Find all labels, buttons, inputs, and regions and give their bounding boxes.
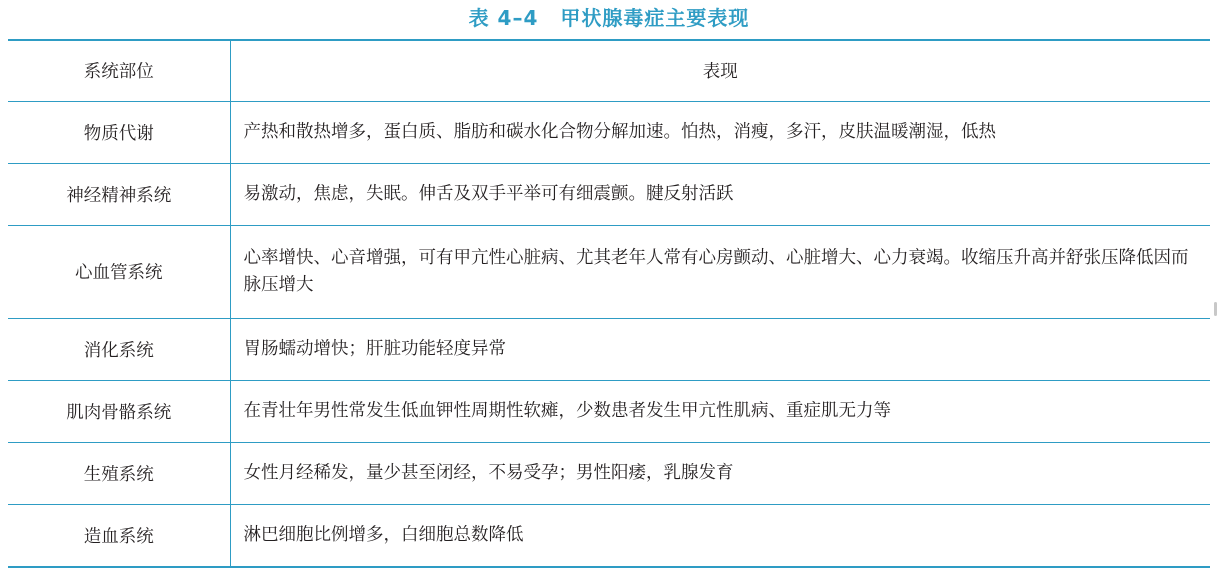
table-number: 表 4–4 bbox=[468, 6, 539, 30]
manifestation-cell: 淋巴细胞比例增多，白细胞总数降低 bbox=[243, 524, 524, 545]
table-row bbox=[8, 318, 1210, 380]
table-row bbox=[8, 225, 1210, 318]
manifestation-cell: 易激动，焦虑，失眠。伸舌及双手平举可有细震颤。腱反射活跃 bbox=[230, 163, 1210, 225]
system-cell: 神经精神系统 bbox=[8, 163, 230, 225]
system-cell: 生殖系统 bbox=[8, 442, 230, 504]
manifestation-cell: 胃肠蠕动增快；肝脏功能轻度异常 bbox=[230, 318, 1210, 380]
system-cell: 造血系统 bbox=[8, 504, 230, 566]
table-row bbox=[8, 442, 1210, 504]
manifestation-cell: 女性月经稀发，量少甚至闭经，不易受孕；男性阳痿，乳腺发育 bbox=[230, 442, 1210, 504]
header-system: 系统部位 bbox=[8, 41, 230, 101]
system-cell: 物质代谢 bbox=[8, 101, 230, 163]
manifestation-cell: 心率增快、心音增强，可有甲亢性心脏病、尤其老年人常有心房颤动、心脏增大、心力衰竭。收缩压升高并舒张压降低因而脉压增大 bbox=[230, 225, 1210, 318]
scrollbar[interactable] bbox=[1212, 0, 1218, 574]
table-row bbox=[8, 504, 1210, 566]
system-cell: 消化系统 bbox=[8, 318, 230, 380]
table-row bbox=[8, 163, 1210, 225]
header-manifestation: 表现 bbox=[230, 41, 1210, 101]
header-row bbox=[8, 41, 1210, 101]
manifestation-cell: 在青壮年男性常发生低血钾性周期性软瘫，少数患者发生甲亢性肌病、重症肌无力等 bbox=[230, 380, 1210, 442]
table-title: 甲状腺毒症主要表现 bbox=[560, 6, 750, 30]
table-row bbox=[8, 380, 1210, 442]
manifestations-table bbox=[8, 41, 1210, 566]
table-caption bbox=[0, 3, 1218, 33]
system-cell: 肌肉骨骼系统 bbox=[8, 380, 230, 442]
table-row bbox=[8, 101, 1210, 163]
manifestation-cell: 产热和散热增多，蛋白质、脂肪和碳水化合物分解加速。怕热，消瘦，多汗，皮肤温暖潮湿，低热 bbox=[230, 101, 1210, 163]
scrollbar-thumb[interactable] bbox=[1214, 302, 1217, 316]
bottom-rule bbox=[8, 566, 1210, 568]
system-cell: 心血管系统 bbox=[8, 225, 230, 318]
